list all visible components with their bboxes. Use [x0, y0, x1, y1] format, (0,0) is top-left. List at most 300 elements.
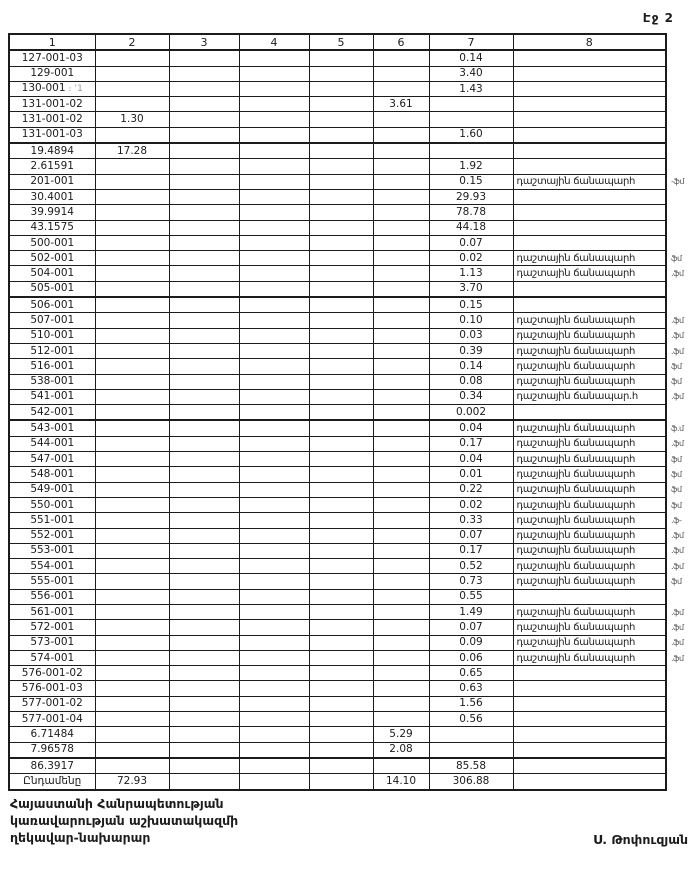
cell-c8: դաշտային ճանապարհ: [513, 420, 666, 436]
cell-c4: [239, 328, 309, 343]
cell-c2: [95, 235, 169, 250]
cell-c1: 553-001: [9, 543, 95, 558]
cell-c1: 127-001-03: [9, 50, 95, 66]
table-row: [9, 681, 692, 696]
cell-c8: [513, 297, 666, 313]
margin-mark: [666, 66, 692, 81]
cell-c5: [309, 235, 373, 250]
margin-mark: .ֆմ: [666, 343, 692, 358]
cell-c5: [309, 436, 373, 451]
cell-c6: [373, 513, 429, 528]
cell-c5: [309, 666, 373, 681]
cell-c5: [309, 774, 373, 790]
cell-c3: [169, 235, 239, 250]
table-row: [9, 66, 692, 81]
cell-c2: [95, 405, 169, 421]
cell-c3: [169, 420, 239, 436]
cell-c3: [169, 589, 239, 604]
table-row: [9, 405, 692, 421]
cell-c4: [239, 343, 309, 358]
cell-c8: [513, 50, 666, 66]
cell-c8: [513, 742, 666, 758]
column-header-8: 8: [513, 34, 666, 50]
cell-c3: [169, 482, 239, 497]
cell-c3: [169, 559, 239, 574]
footer-org-line-1: Հայաստանի Հանրապետության: [10, 796, 224, 811]
cell-c8: [513, 97, 666, 112]
cell-c5: [309, 742, 373, 758]
cell-c6: [373, 297, 429, 313]
cell-c4: [239, 112, 309, 127]
cell-c2: [95, 650, 169, 665]
cell-c6: [373, 559, 429, 574]
footer-org-block: [10, 795, 238, 846]
margin-mark: .ֆմ: [666, 620, 692, 635]
cell-c3: [169, 328, 239, 343]
cell-c5: [309, 374, 373, 389]
cell-c8: դաշտային ճանապարհ: [513, 266, 666, 281]
column-header-7: 7: [429, 34, 513, 50]
cell-c6: [373, 681, 429, 696]
faint-suffix: ։ ՚1: [65, 84, 83, 95]
cell-c5: [309, 266, 373, 281]
cell-c3: [169, 189, 239, 204]
cell-c6: [373, 528, 429, 543]
cell-c8: [513, 727, 666, 742]
margin-mark: ֆմ: [666, 359, 692, 374]
cell-c3: [169, 650, 239, 665]
cell-c4: [239, 681, 309, 696]
cell-c7: 306.88: [429, 774, 513, 790]
cell-c2: [95, 359, 169, 374]
cell-c8: դաշտային ճանապարհ: [513, 374, 666, 389]
cell-c3: [169, 251, 239, 266]
cell-c2: [95, 281, 169, 297]
cell-c2: [95, 681, 169, 696]
cell-c4: [239, 696, 309, 711]
cell-c1: 548-001: [9, 467, 95, 482]
cell-c2: [95, 467, 169, 482]
margin-mark: .ֆմ: [666, 559, 692, 574]
margin-mark: [666, 405, 692, 421]
cell-c8: դաշտային ճանապարհ: [513, 328, 666, 343]
margin-mark: .ֆմ: [666, 650, 692, 665]
cell-c3: [169, 205, 239, 220]
cell-c1: 552-001: [9, 528, 95, 543]
cell-c8: դաշտային ճանապարհ: [513, 174, 666, 189]
cell-c4: [239, 127, 309, 143]
cell-c4: [239, 405, 309, 421]
cell-c7: 0.73: [429, 574, 513, 589]
margin-mark: [666, 235, 692, 250]
cell-c2: [95, 712, 169, 727]
cell-c7: 0.55: [429, 589, 513, 604]
cell-c1: 576-001-02: [9, 666, 95, 681]
margin-mark: .ֆմ: [666, 436, 692, 451]
cell-c1: 502-001: [9, 251, 95, 266]
cell-c2: [95, 313, 169, 328]
cell-c8: դաշտային ճանապարհ: [513, 559, 666, 574]
table-row: [9, 50, 692, 66]
cell-c8: դաշտային ճանապարհ: [513, 343, 666, 358]
margin-mark: .ֆմ: [666, 528, 692, 543]
ledger-table: [8, 33, 692, 791]
cell-c3: [169, 159, 239, 174]
cell-c5: [309, 420, 373, 436]
cell-c4: [239, 297, 309, 313]
margin-mark: .ֆմ: [666, 604, 692, 619]
cell-c2: 17.28: [95, 143, 169, 159]
cell-c3: [169, 389, 239, 404]
cell-c3: [169, 712, 239, 727]
cell-c2: [95, 343, 169, 358]
cell-c8: դաշտային ճանապարհ: [513, 452, 666, 467]
cell-c8: դաշտային ճանապարհ: [513, 620, 666, 635]
cell-c1: 19.4894: [9, 143, 95, 159]
table-row: [9, 374, 692, 389]
table-row: [9, 112, 692, 127]
table-row: [9, 482, 692, 497]
cell-c4: [239, 50, 309, 66]
table-row: [9, 251, 692, 266]
cell-c3: [169, 635, 239, 650]
cell-c1: 504-001: [9, 266, 95, 281]
margin-mark: ֆմ: [666, 574, 692, 589]
table-row: [9, 559, 692, 574]
cell-c7: [429, 97, 513, 112]
cell-c1: 577-001-02: [9, 696, 95, 711]
cell-c1: 572-001: [9, 620, 95, 635]
margin-mark: [666, 696, 692, 711]
cell-c1: 561-001: [9, 604, 95, 619]
cell-c7: 0.56: [429, 712, 513, 727]
cell-c4: [239, 281, 309, 297]
cell-c1: Ընդամենը: [9, 774, 95, 790]
cell-c7: 0.01: [429, 467, 513, 482]
cell-c8: դաշտային ճանապարհ: [513, 543, 666, 558]
cell-c3: [169, 359, 239, 374]
cell-c2: [95, 436, 169, 451]
cell-c6: [373, 482, 429, 497]
table-row: [9, 696, 692, 711]
table-row: [9, 281, 692, 297]
cell-c2: [95, 452, 169, 467]
cell-c8: դաշտային ճանապարհ: [513, 604, 666, 619]
cell-c2: 1.30: [95, 112, 169, 127]
table-row: [9, 589, 692, 604]
cell-c3: [169, 112, 239, 127]
cell-c6: [373, 604, 429, 619]
cell-c6: [373, 589, 429, 604]
table-row: [9, 297, 692, 313]
cell-c5: [309, 251, 373, 266]
cell-c1: 507-001: [9, 313, 95, 328]
cell-c3: [169, 97, 239, 112]
cell-c7: [429, 143, 513, 159]
cell-c6: [373, 66, 429, 81]
cell-c5: [309, 328, 373, 343]
cell-c1: 500-001: [9, 235, 95, 250]
cell-c6: 14.10: [373, 774, 429, 790]
cell-c4: [239, 528, 309, 543]
cell-c3: [169, 574, 239, 589]
cell-c4: [239, 620, 309, 635]
table-row: [9, 127, 692, 143]
cell-c4: [239, 742, 309, 758]
cell-c1: 131-001-03: [9, 127, 95, 143]
table-row: [9, 758, 692, 774]
cell-c7: 1.60: [429, 127, 513, 143]
cell-c5: [309, 650, 373, 665]
cell-c1: 577-001-04: [9, 712, 95, 727]
cell-c7: 0.02: [429, 497, 513, 512]
cell-c4: [239, 604, 309, 619]
cell-c7: [429, 727, 513, 742]
cell-c8: դաշտային ճանապարհ: [513, 251, 666, 266]
cell-c6: [373, 235, 429, 250]
cell-c7: 1.49: [429, 604, 513, 619]
cell-c6: [373, 574, 429, 589]
cell-c2: [95, 127, 169, 143]
cell-c8: [513, 774, 666, 790]
cell-c7: 0.002: [429, 405, 513, 421]
cell-c6: [373, 112, 429, 127]
cell-c6: [373, 758, 429, 774]
table-row: [9, 620, 692, 635]
cell-c6: [373, 696, 429, 711]
cell-c1: 576-001-03: [9, 681, 95, 696]
header-row: [9, 34, 692, 50]
table-row: [9, 389, 692, 404]
margin-mark: [666, 189, 692, 204]
cell-c6: [373, 405, 429, 421]
margin-mark: ֆմ: [666, 374, 692, 389]
cell-c3: [169, 436, 239, 451]
column-header-6: 6: [373, 34, 429, 50]
cell-c4: [239, 266, 309, 281]
cell-c2: [95, 758, 169, 774]
cell-c7: 0.09: [429, 635, 513, 650]
cell-c2: [95, 589, 169, 604]
table-row: [9, 235, 692, 250]
cell-c4: [239, 543, 309, 558]
cell-c5: [309, 497, 373, 512]
cell-c2: [95, 297, 169, 313]
cell-c4: [239, 436, 309, 451]
table-row: [9, 543, 692, 558]
cell-c6: [373, 313, 429, 328]
margin-mark: [666, 205, 692, 220]
cell-c3: [169, 343, 239, 358]
cell-c5: [309, 281, 373, 297]
cell-c5: [309, 513, 373, 528]
cell-c5: [309, 758, 373, 774]
cell-c6: [373, 497, 429, 512]
cell-c5: [309, 127, 373, 143]
margin-mark: [666, 159, 692, 174]
cell-c5: [309, 159, 373, 174]
footer-org-line-2: կառավարության աշխատակազմի: [10, 813, 239, 828]
cell-c7: 0.07: [429, 528, 513, 543]
cell-c8: [513, 220, 666, 235]
cell-c3: [169, 528, 239, 543]
cell-c3: [169, 727, 239, 742]
cell-c4: [239, 758, 309, 774]
cell-c5: [309, 681, 373, 696]
cell-c8: դաշտային ճանապար.հ: [513, 389, 666, 404]
margin-mark: [666, 297, 692, 313]
cell-c3: [169, 297, 239, 313]
cell-c5: [309, 205, 373, 220]
footer-org-line-3: ղեկավար-նախարար: [10, 830, 151, 845]
cell-c6: [373, 159, 429, 174]
cell-c6: [373, 266, 429, 281]
cell-c7: [429, 742, 513, 758]
cell-c4: [239, 205, 309, 220]
cell-c4: [239, 482, 309, 497]
cell-c6: [373, 220, 429, 235]
table-row: [9, 81, 692, 96]
cell-c7: 0.04: [429, 420, 513, 436]
cell-c5: [309, 589, 373, 604]
cell-c5: [309, 482, 373, 497]
margin-mark: .ֆ-: [666, 513, 692, 528]
cell-c6: 3.61: [373, 97, 429, 112]
cell-c1: 506-001: [9, 297, 95, 313]
cell-c3: [169, 313, 239, 328]
cell-c3: [169, 696, 239, 711]
cell-c8: [513, 81, 666, 96]
cell-c3: [169, 758, 239, 774]
cell-c4: [239, 143, 309, 159]
cell-c2: [95, 513, 169, 528]
cell-c6: [373, 420, 429, 436]
table-row: [9, 497, 692, 512]
cell-c7: 0.02: [429, 251, 513, 266]
cell-c6: [373, 620, 429, 635]
margin-mark: ֆմ: [666, 497, 692, 512]
table-row: [9, 574, 692, 589]
margin-mark: [666, 742, 692, 758]
cell-c6: [373, 205, 429, 220]
table-row: [9, 420, 692, 436]
cell-c5: [309, 528, 373, 543]
cell-c8: [513, 405, 666, 421]
cell-c1: 551-001: [9, 513, 95, 528]
column-header-3: 3: [169, 34, 239, 50]
cell-c1: 541-001: [9, 389, 95, 404]
cell-c2: [95, 328, 169, 343]
table-row: [9, 436, 692, 451]
cell-c2: [95, 742, 169, 758]
cell-c6: [373, 174, 429, 189]
table-row: [9, 159, 692, 174]
cell-c3: [169, 66, 239, 81]
table-row: [9, 666, 692, 681]
cell-c3: [169, 742, 239, 758]
cell-c7: 0.65: [429, 666, 513, 681]
cell-c5: [309, 620, 373, 635]
margin-mark: [666, 143, 692, 159]
margin-mark: [666, 589, 692, 604]
cell-c3: [169, 666, 239, 681]
table-row: [9, 328, 692, 343]
cell-c8: [513, 112, 666, 127]
cell-c4: [239, 220, 309, 235]
column-header-4: 4: [239, 34, 309, 50]
cell-c3: [169, 604, 239, 619]
margin-mark: ֆմ: [666, 482, 692, 497]
cell-c6: [373, 143, 429, 159]
cell-c3: [169, 543, 239, 558]
cell-c5: [309, 50, 373, 66]
table-row: [9, 174, 692, 189]
margin-mark: .ֆմ: [666, 328, 692, 343]
cell-c5: [309, 604, 373, 619]
cell-c4: [239, 452, 309, 467]
cell-c7: 0.34: [429, 389, 513, 404]
margin-mark: [666, 774, 692, 790]
cell-c4: [239, 774, 309, 790]
cell-c7: 3.40: [429, 66, 513, 81]
cell-c5: [309, 112, 373, 127]
cell-c8: [513, 712, 666, 727]
cell-c8: դաշտային ճանապարհ: [513, 574, 666, 589]
cell-c7: 0.07: [429, 235, 513, 250]
cell-c8: դաշտային ճանապարհ: [513, 650, 666, 665]
cell-c5: [309, 220, 373, 235]
cell-c7: 44.18: [429, 220, 513, 235]
cell-c2: [95, 497, 169, 512]
cell-c6: [373, 635, 429, 650]
cell-c6: [373, 281, 429, 297]
cell-c6: 2.08: [373, 742, 429, 758]
cell-c8: [513, 127, 666, 143]
cell-c1: 510-001: [9, 328, 95, 343]
cell-c8: [513, 696, 666, 711]
cell-c6: [373, 374, 429, 389]
table-row: [9, 313, 692, 328]
cell-c7: 3.70: [429, 281, 513, 297]
cell-c2: [95, 635, 169, 650]
margin-mark: [666, 127, 692, 143]
margin-mark: [666, 220, 692, 235]
cell-c6: [373, 343, 429, 358]
cell-c7: 0.03: [429, 328, 513, 343]
cell-c2: [95, 666, 169, 681]
table-row: [9, 343, 692, 358]
cell-c8: [513, 189, 666, 204]
cell-c2: [95, 220, 169, 235]
cell-c7: 0.15: [429, 174, 513, 189]
cell-c8: [513, 205, 666, 220]
cell-c4: [239, 251, 309, 266]
cell-c7: 0.04: [429, 452, 513, 467]
cell-c5: [309, 696, 373, 711]
cell-c5: [309, 574, 373, 589]
cell-c7: 0.63: [429, 681, 513, 696]
cell-c3: [169, 127, 239, 143]
margin-mark: ֆմ: [666, 251, 692, 266]
cell-c1: 129-001: [9, 66, 95, 81]
cell-c2: [95, 559, 169, 574]
cell-c1: 543-001: [9, 420, 95, 436]
cell-c7: 0.08: [429, 374, 513, 389]
cell-c2: [95, 81, 169, 96]
margin-mark: .ֆմ: [666, 266, 692, 281]
cell-c3: [169, 281, 239, 297]
cell-c2: [95, 50, 169, 66]
